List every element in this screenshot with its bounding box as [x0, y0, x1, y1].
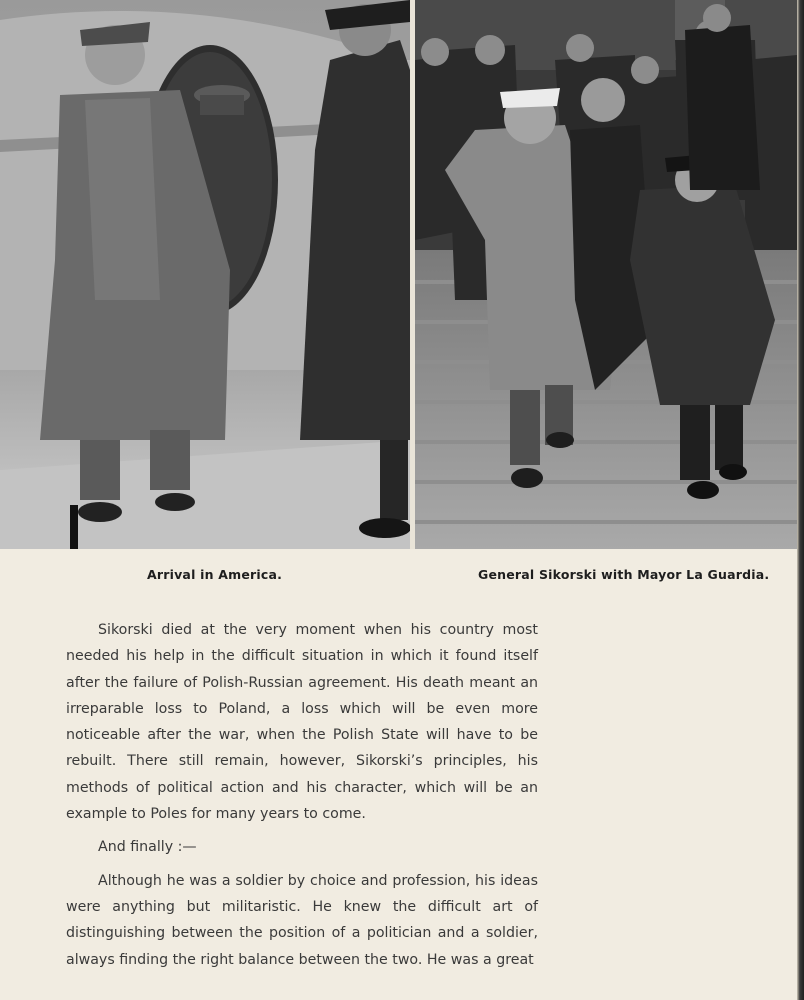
body-paragraph: Sikorski died at the very moment when his country most needed his help in the difficult situation in which it found itself after the failure of Polish-Russian agreement. His death meant an irreparable loss to Poland, a loss which will be even more noticeable after the war, when the Polish State will have to be rebuilt. There still remain, however, Sikorski’s principles, his methods of political action and his character, which will be an example to Poles for many years to come. [66, 622, 538, 823]
next-page-edge [797, 0, 804, 1000]
photo-arrival-in-america [0, 0, 410, 549]
photo-arrival-illustration [0, 0, 410, 549]
photo-sikorski-la-guardia [415, 0, 797, 549]
photo-steps-illustration [415, 0, 797, 549]
body-paragraph: And finally :— [98, 839, 197, 856]
photo-caption-left: Arrival in America. [147, 567, 283, 582]
body-paragraph: Although he was a soldier by choice and profession, his ideas were anything but militaristic. He knew the difficult art of distinguishing between the position of a politician and a soldier, always finding the right balance between the two. He was a great [66, 872, 538, 968]
photo-caption-right: General Sikorski with Mayor La Guardia. [478, 567, 770, 582]
body-text [66, 617, 538, 973]
